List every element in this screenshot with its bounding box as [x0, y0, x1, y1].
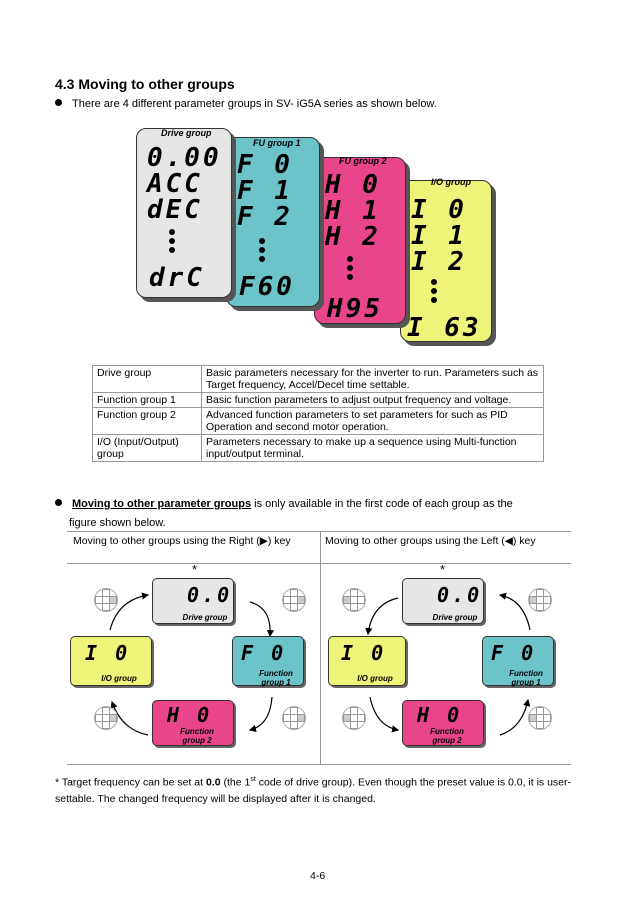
display-value: I 0: [341, 641, 387, 665]
io-group-display: [70, 636, 152, 686]
panel-line: 0.00: [147, 143, 222, 173]
right-key-header: Moving to other groups using the Right (▶) key: [73, 535, 291, 547]
drive-group-display: [402, 578, 484, 624]
footnote: [55, 772, 575, 807]
move-note-line2: figure shown below.: [69, 517, 166, 529]
panel-line: H95: [327, 294, 383, 324]
footnote-text: code of drive group). Even though the preset value is 0.0, it is user-settable. The changed frequency will be displayed after it is changed.: [55, 776, 572, 805]
panel-line: drC: [149, 263, 205, 293]
display-value: 0.0: [437, 583, 483, 607]
display-label: Drive group: [182, 613, 228, 622]
panel-line: I 1: [411, 221, 467, 251]
panel-label: FU group 1: [253, 138, 301, 148]
panel-line: I 63: [407, 313, 482, 343]
keypad-icon: [528, 706, 552, 730]
panel-line: H 2: [325, 222, 381, 252]
panel-label: FU group 2: [339, 156, 387, 166]
group-name-cell: Drive group: [93, 366, 202, 393]
panel-line: dEC: [147, 195, 203, 225]
keypad-icon: [528, 588, 552, 612]
panel-line: I 2: [411, 247, 467, 277]
intro-text: There are 4 different parameter groups in SV- iG5A series as shown below.: [72, 98, 437, 110]
panel-label: I/O group: [431, 177, 471, 187]
group-name-cell: Function group 2: [93, 408, 202, 435]
asterisk: *: [192, 562, 198, 577]
panel-line: F 2: [237, 202, 293, 232]
display-label: Function group 2: [180, 727, 214, 745]
keypad-icon: [342, 588, 366, 612]
function-group-1-display: [482, 636, 554, 686]
footnote-bold: 0.0: [205, 776, 221, 789]
display-label: I/O group: [101, 674, 137, 683]
keypad-icon: [94, 588, 118, 612]
left-key-header: Moving to other groups using the Left (◀) key: [325, 535, 536, 547]
asterisk: *: [440, 562, 446, 577]
display-label: I/O group: [357, 674, 393, 683]
display-label: Drive group: [432, 613, 478, 622]
panel-line: H 1: [325, 196, 381, 226]
function-group-2-display: [152, 700, 234, 746]
keypad-icon: [282, 706, 306, 730]
page-number: 4-6: [310, 870, 326, 882]
display-value: H 0: [167, 703, 213, 727]
display-label: Function group 1: [259, 669, 293, 687]
function-group-2-display: [402, 700, 484, 746]
footnote-text: * Target frequency can be set at: [55, 776, 206, 789]
panel-line: F60: [239, 272, 295, 302]
drive-group-display: [152, 578, 234, 624]
panel-line: F 1: [237, 176, 293, 206]
display-value: 0.0: [187, 583, 233, 607]
group-desc-cell: Basic function parameters to adjust output frequency and voltage.: [202, 393, 544, 408]
display-value: I 0: [85, 641, 131, 665]
section-heading: 4.3 Moving to other groups: [55, 76, 235, 92]
footnote-text: (the 1: [220, 776, 251, 789]
panel-line: ACC: [147, 169, 203, 199]
panel-line: H 0: [325, 170, 381, 200]
keypad-icon: [94, 706, 118, 730]
group-desc-cell: Parameters necessary to make up a sequence using Multi-function input/output terminal.: [202, 435, 544, 462]
display-value: F 0: [241, 641, 287, 665]
move-note-rest: is only available in the first code of each group as the: [251, 498, 513, 510]
group-desc-cell: Advanced function parameters to set parameters for such as PID Operation and second motor operation.: [202, 408, 544, 435]
footnote-sup: st: [250, 776, 256, 783]
display-label: Function group 1: [509, 669, 543, 687]
group-desc-cell: Basic parameters necessary for the inverter to run. Parameters such as Target frequency, Accel/Decel time settable.: [202, 366, 544, 393]
io-group-display: [328, 636, 406, 686]
group-name-cell: I/O (Input/Output) group: [93, 435, 202, 462]
function-group-1-display: [232, 636, 304, 686]
keypad-icon: [282, 588, 306, 612]
move-note-bold: Moving to other parameter groups: [72, 498, 252, 510]
group-name-cell: Function group 1: [93, 393, 202, 408]
display-label: Function group 2: [430, 727, 464, 745]
display-value: H 0: [417, 703, 463, 727]
panel-line: F 0: [237, 150, 293, 180]
keypad-icon: [342, 706, 366, 730]
panel-label: Drive group: [161, 128, 212, 138]
panel-line: I 0: [411, 195, 467, 225]
display-value: F 0: [491, 641, 537, 665]
